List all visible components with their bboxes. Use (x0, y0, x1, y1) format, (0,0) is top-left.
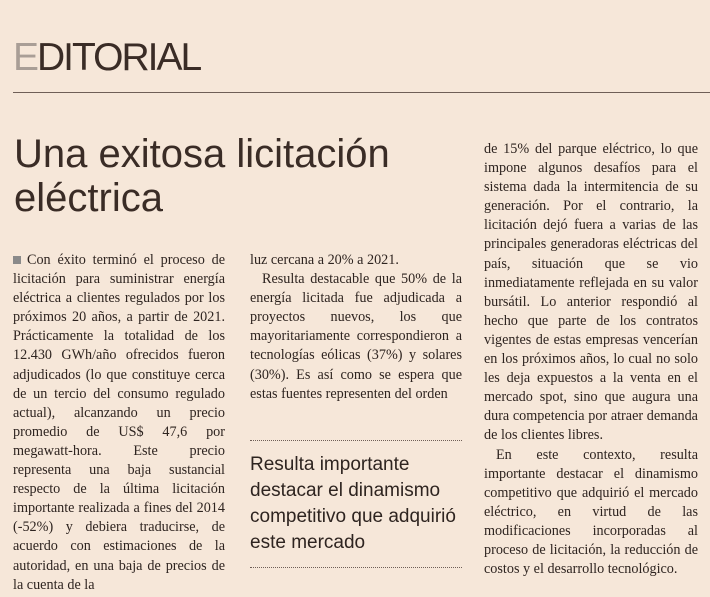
pullquote-bottom-rule (250, 567, 462, 568)
paragraph: luz cercana a 20% a 2021. (250, 252, 399, 268)
article-column-1 (13, 251, 225, 595)
article-headline: Una exitosa licitación eléctrica (14, 132, 390, 220)
article-column-2 (250, 251, 462, 404)
paragraph: Resulta destacable que 50% de la energía licitada fue adjudicada a proyectos nuevos, los que mayoritariamente correspondieron a tecnologías eólicas (37%) y solares (30%). Es así como se espera que estas fuentes representen del orden (250, 271, 462, 402)
paragraph: de 15% del parque eléctrico, lo que impone algunos desafíos para el sistema dada la intermitencia de su generación. Por el contrario, la licitación dejó fuera a varias de las principales generadoras eléctricas del país, situación que se vio inmediatamente reflejada en su valor bursátil. Lo anterior respondió al hecho que parte de los contratos vigentes de estas empresas vencerían en los próximos años, lo cual no solo les deja expuestos a la venta en el mercado spot, sino que augura una dura competencia por atraer demanda de los clientes libres. (484, 141, 698, 444)
bullet-square-icon (13, 256, 21, 264)
section-header (13, 38, 200, 77)
pullquote: Resulta importante destacar el dinamismo competitivo que adquirió este mercado (250, 454, 456, 553)
article-column-3 (484, 140, 698, 579)
paragraph (13, 251, 225, 595)
paragraph: En este contexto, resulta importante destacar el dinamismo competitivo que adquirió el mercado eléctrico, en virtud de las modificaciones incorporadas al proceso de licitación, la reducción de costos y el desarrollo tecnológico. (484, 446, 698, 578)
pullquote-top-rule (250, 440, 462, 441)
section-header-rest: DITORIAL (37, 36, 201, 79)
column-1-text: Con éxito terminó el proceso de licitación para suministrar energía eléctrica a clientes regulados por los próximos 20 años, a partir de 2021. Prácticamente la totalidad de los 12.430 GWh/año ofrecidos fueron adjudicados (lo que constituye cerca de un tercio del consumo regulado actual), alcanzando un precio promedio de US$ 47,6 por megawatt-hora. Este precio representa una baja sustancial respecto de la última licitación importante realizada a fines del 2014 (-52%) y debiera traducirse, de acuerdo con estimaciones de la autoridad, en una baja de precios de la cuenta de la (13, 252, 225, 593)
section-header-initial: E (13, 36, 38, 79)
header-rule (13, 92, 710, 93)
